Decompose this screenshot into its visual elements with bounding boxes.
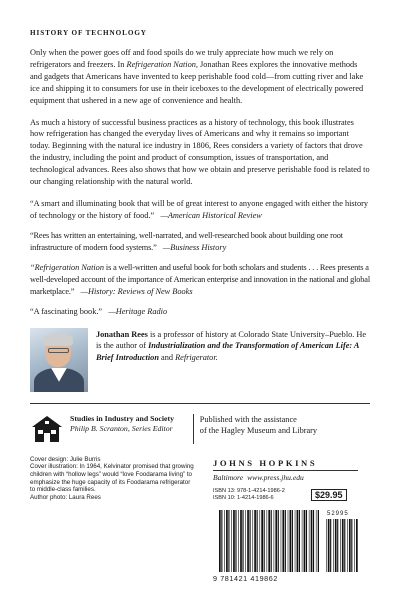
series-editor: Philip B. Scranton, Series Editor bbox=[70, 424, 173, 434]
quote-book-title: “Refrigeration Nation bbox=[30, 263, 104, 273]
credit-design: Cover design: Julie Burris bbox=[30, 455, 101, 463]
isbn-13: ISBN 13: 978-1-4214-1986-2 bbox=[213, 487, 285, 494]
hagley-note bbox=[200, 414, 317, 436]
vertical-divider bbox=[193, 414, 194, 444]
series-name: Studies in Industry and Society bbox=[70, 413, 174, 423]
author-portrait-icon bbox=[30, 328, 88, 392]
hagley-line-2: of the Hagley Museum and Library bbox=[199, 425, 318, 435]
price-code: 52995 bbox=[327, 510, 349, 517]
quote-source: —History: Reviews of New Books bbox=[80, 286, 193, 296]
publisher-rule bbox=[213, 470, 358, 471]
credit-photo: Author photo: Laura Rees bbox=[30, 493, 101, 501]
barcode-digits: 9 781421 419862 bbox=[213, 573, 278, 583]
blurb-quote bbox=[30, 262, 370, 297]
bottom-section bbox=[30, 456, 370, 582]
author-bio-text: is a professor of history at Colorado State University–Pueblo. He is the author of bbox=[96, 329, 367, 351]
description-paragraph-2: As much a history of successful business practices as a history of technology, this book illustrates how refrigeration has changed the everyday lives of Americans and why it remains so important today. Beginning with the natural ice industry in 1806, Rees considers a variety of factors that drove the industry, including the point and product of consumption, issues of transportation, and technological advances. Rees also shows that how we obtain and preserve perishable food is related to our changing relationship with the natural world. bbox=[30, 117, 370, 187]
quote-source: —American Historical Review bbox=[160, 210, 262, 220]
barcode-icon bbox=[219, 510, 319, 572]
quote-text: is a well-written and useful book for both scholars and students . . . Rees presents a well-developed account of the importance of American enterprise and innovation in the national and global marketplace.” bbox=[30, 263, 370, 296]
hagley-line-1: Published with the assistance bbox=[199, 414, 297, 424]
quote-text: “Rees has written an entertaining, well-narrated, and well-researched book about building one root infrastructure of modern food systems.” bbox=[30, 231, 343, 252]
credit-illustration: Cover illustration: In 1964, Kelvinator promised that growing children with “hollow legs” would “love Foodarama living” to emphasize the huge capacity of its Foodarama refrigerator to middle-class families. bbox=[30, 463, 194, 494]
series-section bbox=[30, 414, 370, 444]
publisher-location bbox=[213, 473, 368, 482]
cover-credits bbox=[30, 456, 195, 582]
publisher-name: JOHNS HOPKINS bbox=[213, 457, 318, 468]
author-book-2: Refrigerator. bbox=[175, 352, 218, 362]
publisher-url: www.press.jhu.edu bbox=[247, 472, 304, 482]
category-label: HISTORY OF TECHNOLOGY bbox=[30, 29, 147, 37]
description-paragraph-1 bbox=[30, 47, 370, 107]
isbn-10: ISBN 10: 1-4214-1986-6 bbox=[213, 494, 274, 501]
series-info bbox=[70, 414, 185, 435]
blurb-quote bbox=[30, 198, 370, 221]
quote-source: —Heritage Radio bbox=[108, 307, 168, 317]
author-bio-text: and bbox=[158, 352, 176, 362]
author-name: Jonathan Rees bbox=[96, 329, 148, 339]
publisher-city: Baltimore bbox=[213, 472, 244, 482]
para1-text-before: Only when the power goes off and food spoils do we truly appreciate how much we rely on refrigerators and freezers. In bbox=[30, 48, 334, 69]
blurb-quote bbox=[30, 230, 370, 253]
para1-book-title: Refrigeration Nation bbox=[126, 59, 196, 69]
author-section bbox=[30, 328, 370, 392]
price-label: $29.95 bbox=[311, 489, 347, 501]
blurb-quote bbox=[30, 306, 370, 318]
barn-logo-icon bbox=[30, 414, 64, 444]
isbn-lines bbox=[213, 488, 285, 502]
quote-source: —Business History bbox=[162, 242, 227, 252]
quote-text: “A fascinating book.” bbox=[30, 307, 103, 317]
publisher-block bbox=[213, 456, 368, 582]
quote-text: “A smart and illuminating book that will be of great interest to anyone engaged with either the history of technology or the history of food.” bbox=[30, 198, 369, 220]
author-bio bbox=[96, 328, 370, 392]
barcode-area bbox=[213, 488, 363, 582]
divider bbox=[30, 403, 370, 404]
author-book-1: Industrialization and the Transformation of American Life: A Brief Introduction bbox=[96, 341, 359, 362]
para1-text-after: , Jonathan Rees explores the innovative methods and gadgets that Americans have invented to keep perishable food cold—from cutting river and lake ice and shipping it to consumers for use in their iceboxes to the development of electrically powered equipment that ushered in a new age of convenience and health. bbox=[30, 59, 364, 105]
barcode-supplement-icon bbox=[326, 519, 358, 572]
